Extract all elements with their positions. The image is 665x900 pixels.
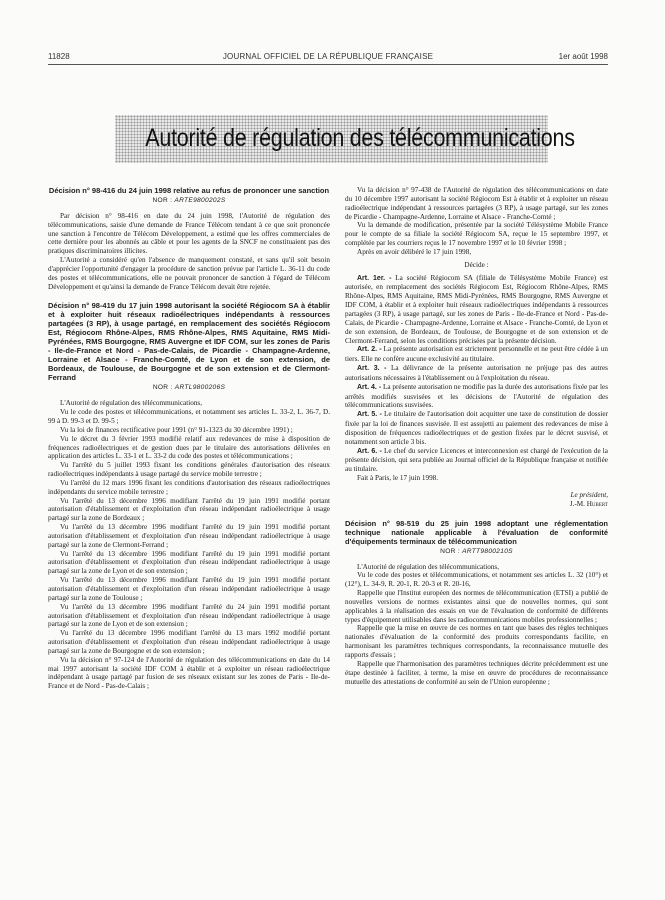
paragraph: Vu le code des postes et télécommunications, et notamment ses articles L. 32 (10°) et (12°), L. 34-9, R. 20-1, R. 20-3 et R. 20-16, [345, 571, 608, 589]
paragraph: Vu l'arrêté du 5 juillet 1993 fixant les conditions générales d'autorisation des réseaux radioélectriques indépendants à usage partagé du service mobile terrestre ; [48, 461, 330, 479]
paragraph: Vu la demande de modification, présentée par la société Télésystème Mobile France pour le compte de sa filiale la société Régiocom SA, reçue le 15 septembre 1997, et complétée par les courriers reçus le 17 novembre 1997 et le 10 février 1998 ; [345, 221, 608, 248]
right-column [345, 186, 608, 686]
signature-name: J.-M. Hubert [569, 499, 608, 508]
article-5: Art. 5. - Le titulaire de l'autorisation doit acquitter une taxe de constitution de dossier fixée par la loi de finances susvisée. Il est assujetti au paiement des redevances de mise à disposition de fréquences radioélectriques et de gestion fixées par le décret susvisé, et notamment son article 3 bis. [345, 410, 608, 446]
page-number: 11828 [48, 52, 70, 61]
article-2: Art. 2. - La présente autorisation est strictement personnelle et ne peut être cédée à un tiers. Elle ne confère aucune exclusivité au titulaire. [345, 345, 608, 364]
paragraph: Par décision n° 98-416 en date du 24 juin 1998, l'Autorité de régulation des télécommunications, saisie d'une demande de France Télécom tendant à ce que soit prononcée une sanction à l'encontre de Télécom Développement, a estimé que les offres commerciales de cette dernière pour les abonnés au câble et pour les agents de la SNCF ne constituaient pas des pratiques discriminatoires illicites. [48, 211, 330, 256]
section-banner [115, 115, 575, 163]
paragraph: L'Autorité de régulation des télécommunications, [357, 562, 500, 571]
header-rule [48, 64, 608, 65]
paragraph: Vu l'arrêté du 13 décembre 1996 modifiant l'arrêté du 13 mars 1992 modifié portant autorisation d'établissement et d'exploitation d'un réseau indépendant radioélectrique à usage partagé sur la zone de Bourgogne et de son extension ; [48, 629, 330, 655]
paragraph: Après en avoir délibéré le 17 juin 1998, [357, 247, 472, 256]
paragraph: Rappelle que la mise en œuvre de ces normes en tant que bases des règles techniques nationales d'évaluation de la conformité des produits correspondants facilite, en harmonisant les paramètres techniques correspondants, la reconnaissance mutuelle des rapports d'essais ; [345, 624, 608, 659]
decision-98-519-title: Décision n° 98-519 du 25 juin 1998 adoptant une réglementation technique nationale applicable à l'évaluation de conformité d'équipements terminaux de télécommunication [345, 518, 608, 546]
signature-role: Le président, [570, 491, 608, 499]
paragraph: Vu l'arrêté du 13 décembre 1996 modifiant l'arrêté du 19 juin 1991 modifié portant autorisation d'établissement et d'exploitation d'un réseau indépendant radioélectrique à usage partagé sur la zone de Lyon et de son extension ; [48, 549, 330, 576]
paragraph: Rappelle que l'Institut européen des normes de télécommunication (ETSI) a publié de nouvelles versions de normes existantes ainsi que de nouvelles normes, qui sont applicables à la réalisation des essais en vue de l'évaluation de conformité de différents types d'équipement utilisables dans les radiocommunications mobiles professionnelles ; [345, 589, 608, 624]
paragraph: Vu le décret du 3 février 1993 modifié relatif aux redevances de mise à disposition de fréquences radioélectriques et de gestion dues par le titulaire des autorisations délivrées en application des articles L. 33-1 et L. 33-2 du code des postes et télécommunications ; [48, 434, 330, 461]
journal-title: JOURNAL OFFICIEL DE LA RÉPUBLIQUE FRANÇAISE [222, 52, 434, 61]
paragraph: Vu l'arrêté du 13 décembre 1996 modifiant l'arrêté du 19 juin 1991 modifié portant autorisation d'établissement et d'exploitation d'un réseau indépendant radioélectrique à usage partagé sur la zone de Clermont-Ferrand ; [48, 523, 330, 549]
decide-heading: Décide : [464, 260, 489, 269]
section-title: Autorité de régulation des télécommunications [145, 124, 575, 152]
article-3: Art. 3. - La délivrance de la présente autorisation ne préjuge pas des autres autorisations nécessaires à l'établissement ou à l'exploitation du réseau. [345, 364, 608, 382]
paragraph: Rappelle que l'harmonisation des paramètres techniques décrite précédemment est une étape destinée à faciliter, à terme, la mise en œuvre de procédures de reconnaissance mutuelle des attestations de conformité au sein de l'Union européenne ; [345, 659, 608, 686]
left-column [48, 186, 330, 691]
paragraph: Vu l'arrêté du 13 décembre 1996 modifiant l'arrêté du 24 juin 1991 modifié portant autorisation d'établissement et d'exploitation d'un réseau indépendant radioélectrique à usage partagé sur la zone de Lyon et de son extension ; [48, 602, 330, 629]
paragraph: L'Autorité de régulation des télécommunications, [60, 399, 203, 408]
paragraph: Vu l'arrêté du 12 mars 1996 fixant les conditions d'autorisation des réseaux radioélectriques indépendants du service mobile terrestre ; [48, 478, 330, 496]
paragraph: Vu l'arrêté du 13 décembre 1996 modifiant l'arrêté du 19 juin 1991 modifié portant autorisation d'établissement et d'exploitation d'un réseau indépendant radioélectrique à usage partagé sur la zone de Bordeaux ; [48, 496, 330, 523]
decision-98-416-title: Décision n° 98-416 du 24 juin 1998 relative au refus de prononcer une sanction [48, 186, 330, 195]
paragraph: Vu le code des postes et télécommunications, et notamment ses articles L. 33-2, L. 36-7, D. 99 à D. 99-3 et D. 99-5 ; [48, 408, 330, 425]
done-at-line: Fait à Paris, le 17 juin 1998. [357, 474, 439, 483]
nor-reference: NOR : ARTL9800206S [152, 384, 226, 392]
running-header [48, 52, 608, 64]
paragraph: Vu la décision n° 97-124 de l'Autorité de régulation des télécommunications en date du 14 mai 1997 autorisant la société IDF COM à établir et à exploiter un réseau radioélectrique indépendant à usage partagé par fusion de ses réseaux existant sur les zones de Paris - Ile-de-France et de Nord - Pas-de-Calais ; [48, 655, 330, 691]
nor-reference: NOR : ARTT9800210S [440, 547, 513, 555]
article-4: Art. 4. - La présente autorisation ne modifie pas la durée des autorisations fixée par les arrêtés modifiés susvisées et les décisions de l'Autorité de régulation des télécommunications susvisées. [345, 382, 608, 410]
nor-reference: NOR : ARTE9800202S [152, 197, 226, 204]
article-6: Art. 6. - Le chef du service Licences et interconnexion est chargé de l'exécution de la présente décision, qui sera publiée au Journal officiel de la République française et notifiée au titulaire. [345, 446, 608, 474]
decision-98-419-title: Décision n° 98-419 du 17 juin 1998 autorisant la société Régiocom SA à établir et à exploiter huit réseaux radioélectriques indépendants à ressources partagées (3 RP), à usage partagé, en remplacement des sociétés Régiocom Est, Régiocom Rhône-Alpes, RMS Rhône-Alpes, RMS Aquitaine, RMS Midi-Pyrénées, RMS Bourgogne, RMS Auvergne et IDF COM, sur les zones de Paris - Ile-de-France et Nord - Pas-de-Calais, de Picardie - Champagne-Ardenne, Lorraine et Alsace - Franche-Comté, de Lyon et de son extension, de Bordeaux, de Toulouse, de Bourgogne et de son extension et de Clermont-Ferrand [48, 301, 330, 383]
paragraph: L'Autorité a considéré qu'en l'absence de manquement constaté, et sans qu'il soit besoin d'apprécier l'opportunité d'engager la procédure de sanction prévue par l'article L. 36-11 du code des postes et télécommunications, elle ne pouvait prononcer de sanction à l'égard de Télécom Développement et qu'ainsi la demande de France Télécom devait être rejetée. [48, 256, 330, 291]
article-1: Art. 1er. - La société Régiocom SA (filiale de Télésystème Mobile France) est autorisée, en remplacement des sociétés Régiocom Est, Régiocom Rhône-Alpes, RMS Rhône-Alpes, RMS Aquitaine, RMS Midi-Pyrénées, RMS Bourgogne, RMS Auvergne et IDF COM, à établir et à exploiter huit réseaux radioélectriques indépendants à ressources partagées (3 RP), à usage partagé, sur les zones de Paris - Ile-de-France et Nord - Pas-de-Calais, de Picardie - Champagne-Ardenne, Lorraine et Alsace - Franche-Comté, de Lyon et de son extension, de Bordeaux, de Toulouse, de Bourgogne et de son extension et de Clermont-Ferrand, selon les conditions précisées par la présente décision. [345, 273, 608, 345]
paragraph: Vu l'arrêté du 13 décembre 1996 modifiant l'arrêté du 19 juin 1991 modifié portant autorisation d'établissement et d'exploitation d'un réseau indépendant radioélectrique à usage partagé sur la zone de Toulouse ; [48, 576, 330, 602]
paragraph: Vu la loi de finances rectificative pour 1991 (n° 91-1323 du 30 décembre 1991) ; [60, 425, 293, 434]
issue-date: 1er août 1998 [558, 52, 608, 61]
paragraph: Vu la décision n° 97-438 de l'Autorité de régulation des télécommunications en date du 10 décembre 1997 autorisant la société Régiocom Est à établir et à exploiter un réseau radioélectrique indépendant à ressources partagées (3 RP), à usage partagé, sur les zones de Picardie - Champagne-Ardenne, Lorraine et Alsace - Franche-Comté ; [345, 186, 608, 221]
